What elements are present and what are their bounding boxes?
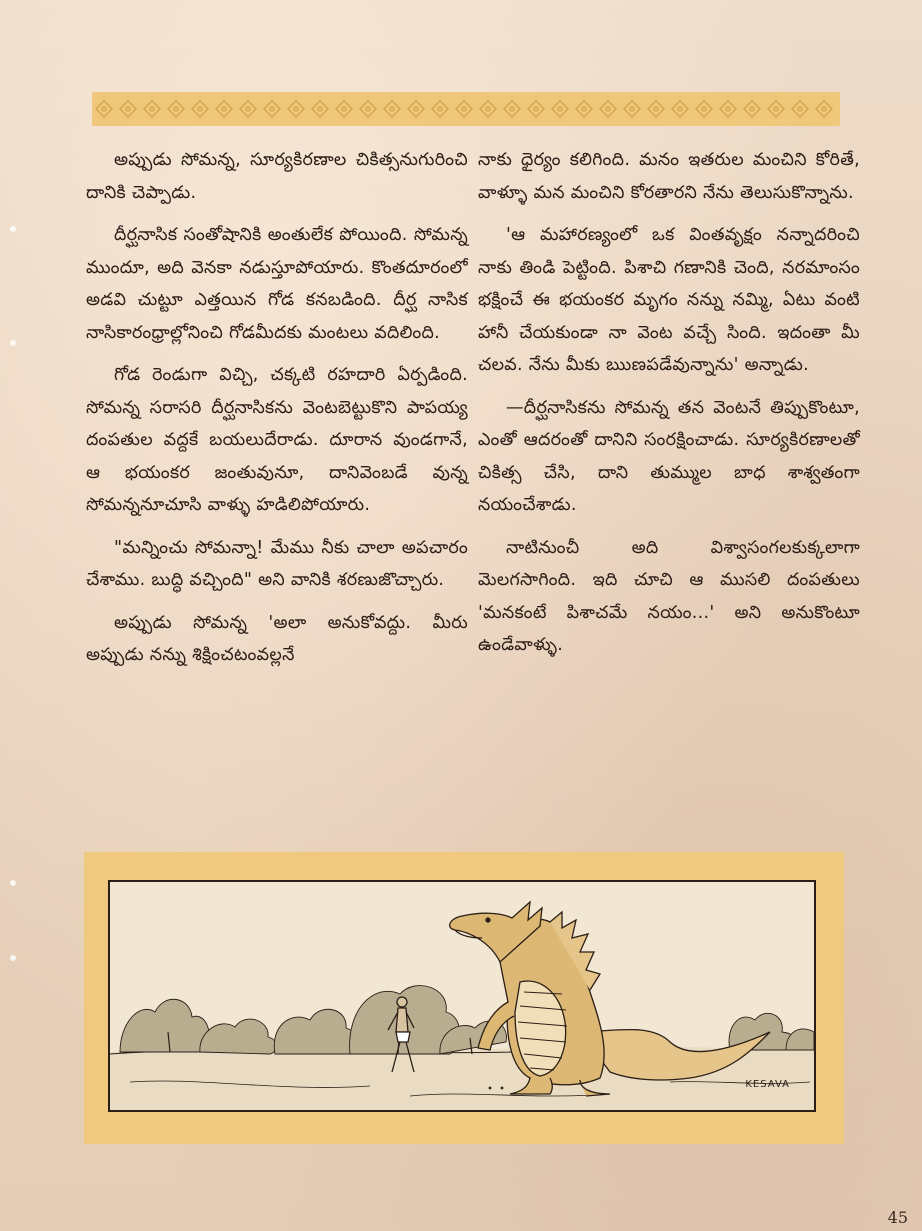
illustration-dragon-and-man — [108, 880, 816, 1112]
ornament-diamond — [600, 101, 616, 117]
ornament-diamond — [240, 101, 256, 117]
ornament-diamond — [528, 101, 544, 117]
ornament-diamond — [312, 101, 328, 117]
ornament-diamond — [432, 101, 448, 117]
ornament-diamond — [264, 101, 280, 117]
ornament-diamond — [384, 101, 400, 117]
ornament-dot — [366, 107, 370, 111]
ornament-diamond — [336, 101, 352, 117]
ornament-dot — [246, 107, 250, 111]
ornament-dot — [606, 107, 610, 111]
ornament-dot — [462, 107, 466, 111]
punch-hole — [10, 340, 16, 346]
ornament-pattern — [92, 92, 840, 126]
ornament-diamond — [792, 101, 808, 117]
ornament-dot — [438, 107, 442, 111]
ornament-diamond — [120, 101, 136, 117]
ornament-dot — [222, 107, 226, 111]
ornament-diamond — [504, 101, 520, 117]
artist-signature: KESAVA — [745, 1079, 790, 1090]
ornament-diamond — [288, 101, 304, 117]
ornament-dot — [510, 107, 514, 111]
ornament-diamond — [816, 101, 832, 117]
ornament-diamond — [216, 101, 232, 117]
ornament-dot — [822, 107, 826, 111]
ornament-dot — [102, 107, 106, 111]
ornament-dot — [318, 107, 322, 111]
ornament-diamond — [552, 101, 568, 117]
ornament-dot — [270, 107, 274, 111]
ornament-dot — [174, 107, 178, 111]
ornament-diamond — [720, 101, 736, 117]
ornament-diamond — [744, 101, 760, 117]
ornament-diamond — [480, 101, 496, 117]
ornament-dot — [798, 107, 802, 111]
story-paragraph: అప్పుడు సోమన్న, సూర్యకిరణాల చికిత్సనుగురించి దానికి చెప్పాడు. — [86, 150, 468, 203]
ornament-dot — [582, 107, 586, 111]
ornament-diamond — [456, 101, 472, 117]
ornament-dot — [750, 107, 754, 111]
ornament-diamond — [96, 101, 112, 117]
ornament-dot — [726, 107, 730, 111]
ornament-dot — [534, 107, 538, 111]
dragon-scene-drawing — [110, 882, 814, 1110]
ornament-dot — [294, 107, 298, 111]
ornament-dot — [678, 107, 682, 111]
ornament-dot — [630, 107, 634, 111]
ornament-dot — [126, 107, 130, 111]
ornament-diamond — [144, 101, 160, 117]
punch-hole — [10, 955, 16, 961]
ornament-dot — [774, 107, 778, 111]
story-column-left — [86, 144, 468, 682]
punch-hole — [10, 226, 16, 232]
story-paragraph: 'ఆ మహారణ్యంలో ఒక వింతవృక్షం నన్నాదరించి నాకు తిండి పెట్టింది. పిశాచి గణానికి చెంది, నరమాంసం భక్షించే ఈ భయంకర మృగం నన్ను నమ్మి, ఏటు వంటి హానీ చేయకుండా నా వెంట వచ్చే సింది. ఇదంతా మీ చలవ. నేను మీకు ఋణపడేవున్నాను' అన్నాడు. — [478, 225, 860, 375]
ornament-diamond — [360, 101, 376, 117]
ornament-diamond — [192, 101, 208, 117]
story-paragraph: నాకు ధైర్యం కలిగింది. మనం ఇతరుల మంచిని కోరితే, వాళ్ళూ మన మంచిని కోరతారని నేను తెలుసుకొన్నాను. — [478, 150, 860, 203]
illustration-frame — [84, 852, 844, 1144]
decorative-header-band — [92, 92, 840, 126]
ornament-diamond — [408, 101, 424, 117]
story-column-right — [478, 144, 860, 672]
ornament-dot — [198, 107, 202, 111]
ornament-diamond — [768, 101, 784, 117]
ornament-diamond — [648, 101, 664, 117]
ornament-dot — [414, 107, 418, 111]
ornament-dot — [150, 107, 154, 111]
ornament-dot — [390, 107, 394, 111]
ornament-dot — [486, 107, 490, 111]
ornament-diamond — [672, 101, 688, 117]
ornament-diamond — [624, 101, 640, 117]
ornament-diamond — [696, 101, 712, 117]
punch-hole — [10, 880, 16, 886]
ornament-dot — [654, 107, 658, 111]
story-paragraph: నాటినుంచీ అది విశ్వాసంగలకుక్కలాగా మెలగసాగింది. ఇది చూచి ఆ ముసలి దంపతులు 'మనకంటే పిశాచమే నయం...' అని అనుకొంటూ ఉండేవాళ్ళు. — [478, 537, 860, 655]
story-paragraph: అప్పుడు సోమన్న 'అలా అనుకోవద్దు. మీరు అప్పుడు నన్ను శిక్షించటంవల్లనే — [86, 612, 468, 665]
ornament-diamond — [576, 101, 592, 117]
page-number: 45 — [887, 1208, 908, 1227]
ornament-dot — [342, 107, 346, 111]
story-paragraph: దీర్ఘనాసిక సంతోషానికి అంతులేక పోయింది. సోమన్న ముందూ, అది వెనకా నడుస్తూపోయారు. కొంతదూరంలో అడవి చుట్టూ ఎత్తయిన గోడ కనబడింది. దీర్ఘ నాసిక నాసికారంధ్రాల్లోనించి గోడమీదకు మంటలు వదిలింది. — [86, 225, 468, 343]
ornament-dot — [558, 107, 562, 111]
story-paragraph: "మన్నించు సోమన్నా! మేము నీకు చాలా అపచారం చేశాము. బుద్ధి వచ్చింది" అని వానికి శరణుజొచ్చారు. — [86, 537, 468, 590]
story-paragraph: —దీర్ఘనాసికను సోమన్న తన వెంటనే తిప్పుకొంటూ, ఎంతో ఆదరంతో దానిని సంరక్షించాడు. సూర్యకిరణాలతో చికిత్స చేసి, దాని తుమ్ముల బాధ శాశ్వతంగా నయంచేశాడు. — [478, 397, 860, 515]
ornament-diamond — [168, 101, 184, 117]
ornament-dot — [702, 107, 706, 111]
story-paragraph: గోడ రెండుగా విచ్చి, చక్కటి రహదారి ఏర్పడింది. సోమన్న సరాసరి దీర్ఘనాసికను వెంటబెట్టుకొని పాపయ్య దంపతుల వద్దకే బయలుదేరాడు. దూరాన వుండగానే, ఆ భయంకర జంతువునూ, దానివెంబడే వున్న సోమన్ననూచూసి వాళ్ళు హడిలిపోయారు. — [86, 365, 468, 515]
